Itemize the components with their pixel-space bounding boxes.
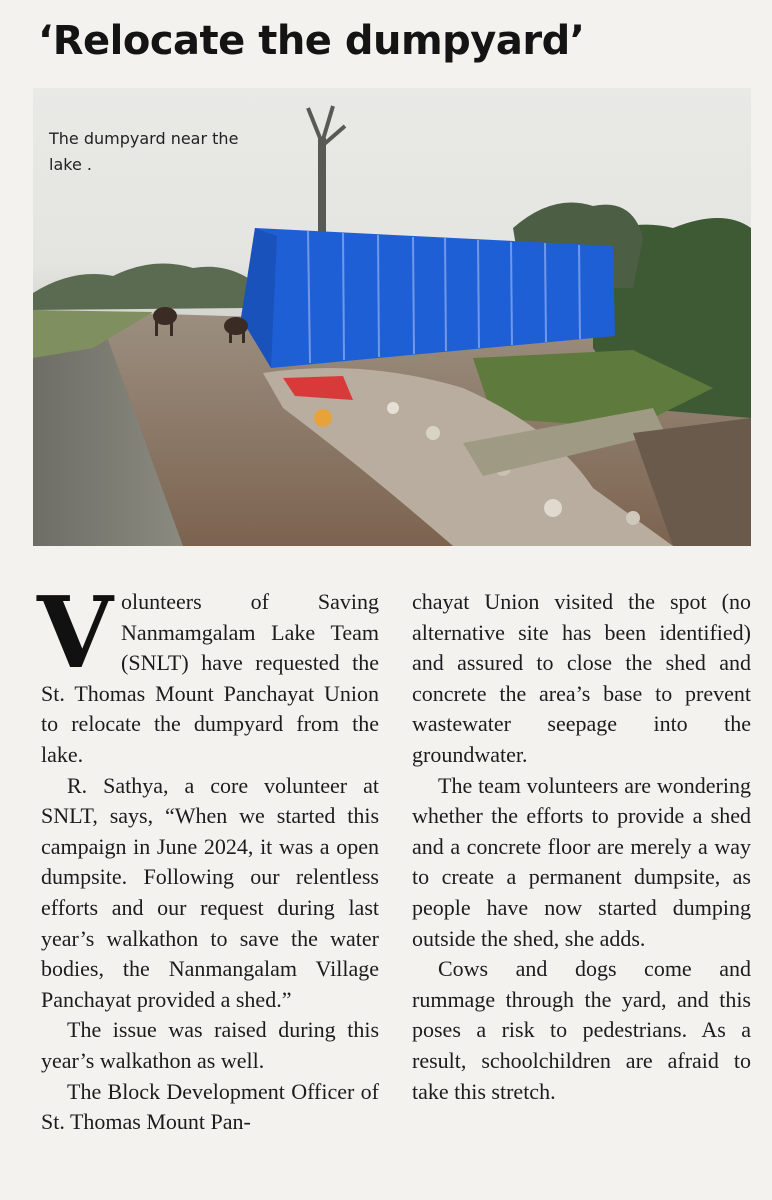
paragraph-text: olunteers of Saving Nanmamgalam Lake Team (SNLT) have requested the St. Thomas Mount Panchayat Union to relocate the dumpyard from the lake. [41,589,379,767]
photo-caption: The dumpyard near the lake . [49,129,239,174]
article-paragraph: The team volunteers are wondering whether the efforts to provide a shed and a concrete floor are merely a way to create a permanent dumpsite, as people have now started dumping outside the shed, she adds. [412,772,751,951]
drop-cap: V [37,576,114,691]
article-paragraph: Cows and dogs come and rummage through the yard, and this poses a risk to pedestrians. As a result, schoolchildren are afraid to take this stretch. [412,956,751,1104]
article-paragraph: chayat Union visited the spot (no alternative site has been identified) and assured to close the shed and concrete the area’s base to prevent wastewater seepage into the groundwater. [412,589,751,767]
article-paragraph: R. Sathya, a core volunteer at SNLT, says, “When we started this campaign in June 2024, it was a open dumpsite. Following our relentless efforts and our request during last year’s walkathon to save the water bodies, the Nanmangalam Village Panchayat provided a shed.” [41,772,379,1012]
news-photo [33,88,751,546]
article-paragraph [37,576,379,771]
article-paragraph: The Block Development Officer of St. Thomas Mount Pan- [41,1078,379,1135]
article-column-2 [412,587,751,1107]
article-column-1 [37,576,379,1138]
headline: ‘Relocate the dumpyard’ [38,18,585,64]
article-paragraph: The issue was raised during this year’s walkathon as well. [41,1017,379,1073]
